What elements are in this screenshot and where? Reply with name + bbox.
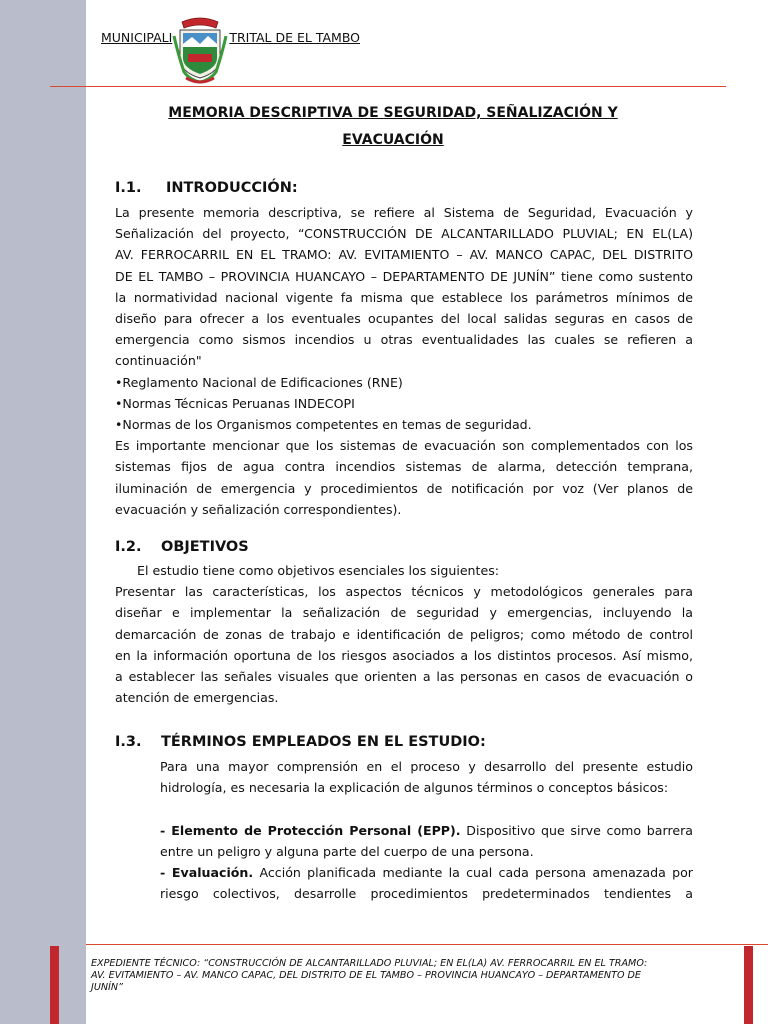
bullet-item: •Normas Técnicas Peruanas INDECOPI [115, 395, 355, 411]
text-line: continuación" [115, 353, 202, 369]
text-line: a establecer las señales visuales que orienten a las personas en casos de evacuación o [115, 668, 693, 684]
text-line: en la información oportuna de los riesgos asociados a los distintos procesos. Así mismo, [115, 647, 693, 663]
section-number: I.1. [115, 180, 142, 196]
section-number: I.2. [115, 539, 142, 555]
text-line: AV. FERROCARRIL EN EL TRAMO: AV. EVITAMIENTO – AV. MANCO CAPAC, DEL DISTRITO [115, 247, 693, 263]
text-line: La presente memoria descriptiva, se refiere al Sistema de Seguridad, Evacuación y [115, 205, 693, 220]
text-line: Es importante mencionar que los sistemas de evacuación son complementados con los [115, 438, 693, 454]
bullet-item: •Reglamento Nacional de Edificaciones (RNE) [115, 374, 403, 390]
text-line: demarcación de zonas de trabajo e identificación de peligros; como método de control [115, 626, 693, 642]
section-heading-objectives [115, 539, 249, 555]
term-epp-line [160, 820, 693, 841]
footer-line: EXPEDIENTE TÉCNICO: “CONSTRUCCIÓN DE ALCANTARILLADO PLUVIAL; EN EL(LA) AV. FERROCARRIL EN EL TRAMO: [91, 958, 648, 969]
text-line: riesgo colectivos, desarrolle procedimientos predeterminados tendientes a [160, 886, 693, 902]
section-title: TÉRMINOS EMPLEADOS EN EL ESTUDIO: [161, 734, 486, 750]
bullet-item: •Normas de los Organismos competentes en temas de seguridad. [115, 416, 532, 432]
text-line: entre un peligro y alguna parte del cuerpo de una persona. [160, 843, 534, 859]
header-text [101, 30, 360, 45]
header-left-text: MUNICIPALI [101, 30, 173, 45]
text-line: diseño para ofrecer a los eventuales ocupantes del local salidas seguras en casos de [115, 310, 693, 326]
text-line: El estudio tiene como objetivos esenciales los siguientes: [137, 563, 500, 578]
title-line-1: MEMORIA DESCRIPTIVA DE SEGURIDAD, SEÑALIZACIÓN Y [168, 105, 618, 121]
section-number: I.3. [115, 734, 142, 750]
text-line: DE EL TAMBO – PROVINCIA HUANCAYO – DEPARTAMENTO DE JUNÍN” tiene como sustento [115, 268, 693, 284]
footer-right-bar [744, 946, 753, 1024]
footer-rule [86, 944, 768, 945]
term-definition: Dispositivo que sirve como barrera [460, 822, 693, 838]
document-title [120, 100, 666, 154]
text-line: Para una mayor comprensión en el proceso y desarrollo del presente estudio [160, 759, 693, 774]
text-line: hidrología, es necesaria la explicación de algunos términos o conceptos básicos: [160, 780, 669, 796]
text-line: Señalización del proyecto, “CONSTRUCCIÓN DE ALCANTARILLADO PLUVIAL; EN EL(LA) [115, 226, 693, 242]
term-definition: Acción planificada mediante la cual cada persona amenazada por [253, 864, 693, 880]
text-line: diseñar e implementar la señalización de seguridad y emergencias, incluyendo la [115, 605, 693, 621]
text-line: sistemas fijos de agua contra incendios sistemas de alarma, detección temprana, [115, 459, 693, 475]
footer-left-bar [50, 946, 59, 1024]
footer-line: JUNÍN” [91, 982, 124, 993]
intro-paragraph [115, 202, 693, 520]
blank-line [160, 798, 693, 819]
coat-of-arms-icon [172, 14, 228, 86]
left-margin-band [0, 0, 86, 1024]
section-title: INTRODUCCIÓN: [166, 180, 298, 196]
text-line: iluminación de emergencia y procedimientos de notificación por voz (Ver planos de [115, 480, 693, 496]
text-line: la normatividad nacional vigente fa misma que establece los parámetros mínimos de [115, 289, 693, 305]
title-line-2: EVACUACIÓN [342, 132, 444, 148]
header-rule [50, 86, 726, 87]
text-line: Presentar las características, los aspectos técnicos y metodológicos generales para [115, 584, 693, 600]
objectives-paragraph [115, 560, 693, 708]
footer-text [91, 958, 703, 994]
text-line: atención de emergencias. [115, 690, 279, 706]
footer-line: AV. EVITAMIENTO – AV. MANCO CAPAC, DEL DISTRITO DE EL TAMBO – PROVINCIA HUANCAYO – DEPARTAMENTO DE [91, 970, 641, 981]
term-label: - Elemento de Protección Personal (EPP). [160, 822, 461, 838]
term-label: - Evaluación. [160, 864, 254, 880]
text-line: emergencia como sismos incendios u otras eventualidades las cuales se refieren a [115, 332, 693, 348]
text-line: evacuación y señalización correspondientes). [115, 501, 402, 517]
terms-paragraph [160, 756, 693, 904]
section-heading-terms [115, 734, 486, 750]
term-evaluacion-line [160, 862, 693, 883]
header-right-text: TRITAL DE EL TAMBO [229, 30, 361, 45]
section-heading-intro [115, 180, 298, 196]
section-title: OBJETIVOS [161, 539, 249, 555]
